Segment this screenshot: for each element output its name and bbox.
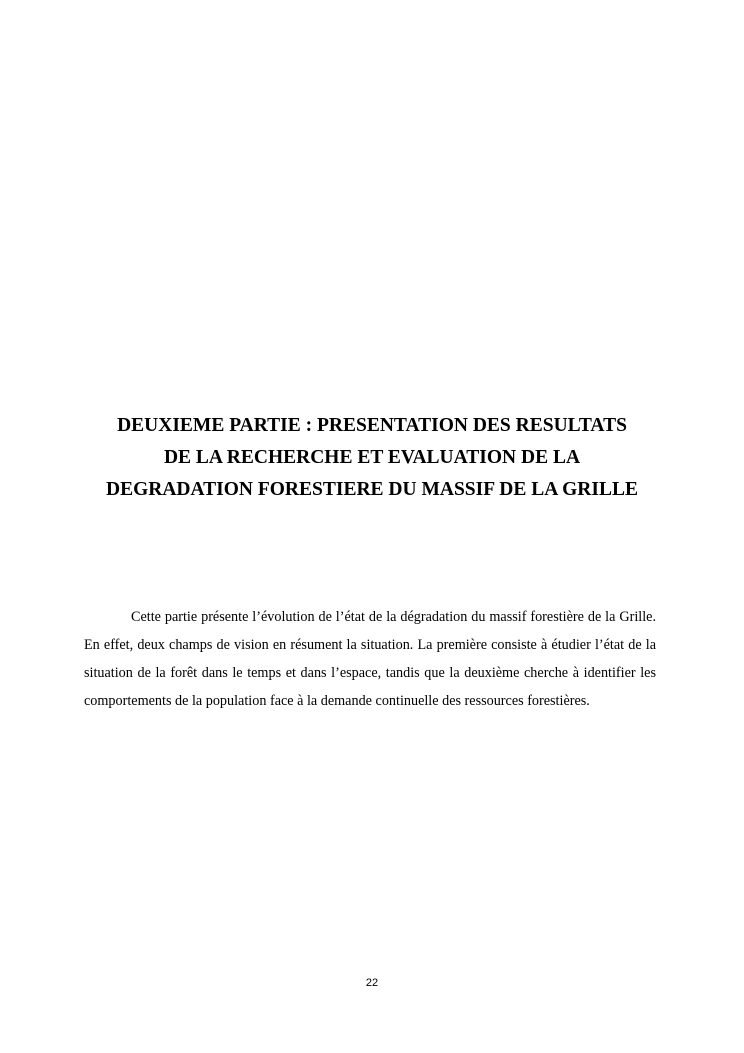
heading-line-3: DEGRADATION FORESTIERE DU MASSIF DE LA GRILLE	[105, 479, 638, 500]
intro-paragraph: Cette partie présente l’évolution de l’état de la dégradation du massif forestière de la Grille. En effet, deux champs de vision en résument la situation. La première consiste à étudier l’état de la situation de la forêt dans le temps et dans l’espace, tandis que la deuxième cherche à identifier les comportements de la population face à la demande continuelle des ressources forestières.	[84, 609, 656, 709]
part-heading	[80, 410, 664, 506]
heading-line-1: DEUXIEME PARTIE : PRESENTATION DES RESULTATS	[117, 415, 627, 436]
heading-line-2: DE LA RECHERCHE ET EVALUATION DE LA	[163, 447, 581, 468]
page-number: 22	[365, 977, 379, 989]
